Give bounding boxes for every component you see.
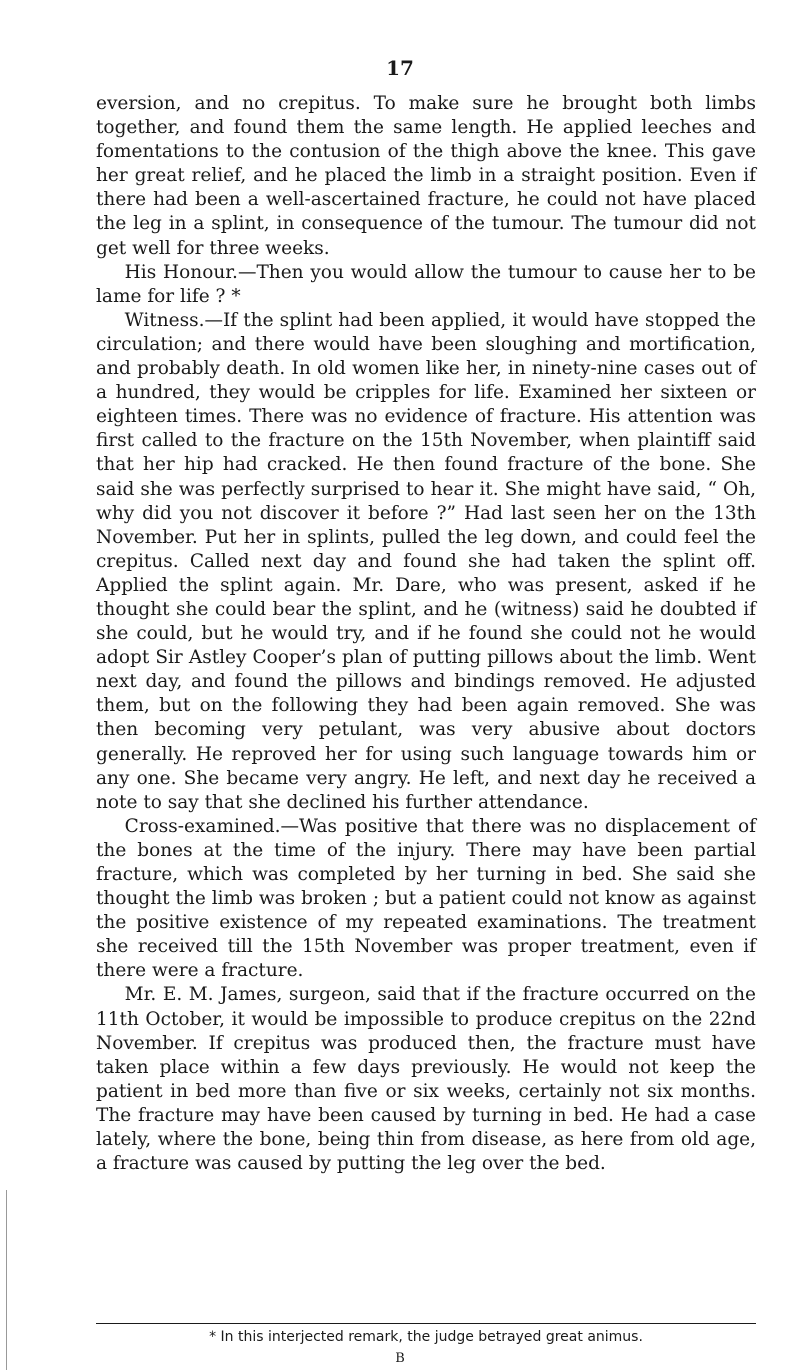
paragraph-witness: Witness.—If the splint had been applied, it would have stopped the circulation; and there would have been sloughing and mortification, and probably death. In old women like her, in ninety-nine cases out of a hundred, they would be cripples for life. Examined her sixteen or eighteen times. There was no evidence of fracture. His attention was first called to the fracture on the 15th November, when plaintiff said that her hip had cracked. He then found fracture of the bone. She said she was perfectly surprised to hear it. She might have said, “ Oh, why did you not discover it before ?” Had last seen her on the 13th November. Put her in splints, pulled the leg down, and could feel the crepitus. Called next day and found she had taken the splint off. Applied the splint again. Mr. Dare, who was present, asked if he thought she could bear the splint, and he (witness) said he doubted if she could, but he would try, and if he found she could not he would adopt Sir Astley Cooper’s plan of putting pillows about the limb. Went next day, and found the pillows and bindings removed. He adjusted them, but on the following they had been again removed. She was then becoming very petulant, was very abusive about doctors generally. He reproved her for using such language towards him or any one. She became very angry. He left, and next day he received a note to say that she declined his further attendance. xyxy=(96,309,756,813)
paragraph-his-honour: His Honour.—Then you would allow the tumour to cause her to be lame for life ? * xyxy=(96,261,756,307)
paragraph-testimony-continued: eversion, and no crepitus. To make sure he brought both limbs together, and found them the same length. He applied leeches and fomentations to the contusion of the thigh above the knee. This gave her great relief, and he placed the limb in a straight position. Even if there had been a well-ascertained fracture, he could not have placed the leg in a splint, in consequence of the tumour. The tumour did not get well for three weeks. xyxy=(96,93,756,259)
scan-edge-line xyxy=(6,1190,7,1370)
paragraph-mr-james: Mr. E. M. James, surgeon, said that if the fracture occurred on the 11th October, it would be impossible to produce crepitus on the 22nd November. If crepitus was produced then, the fracture must have taken place within a few days previously. He would not keep the patient in bed more than five or six weeks, certainly not six months. The fracture may have been caused by turning in bed. He had a case lately, where the bone, being thin from disease, as here from old age, a fracture was caused by putting the leg over the bed. xyxy=(96,984,756,1175)
footnote: * In this interjected remark, the judge betrayed great animus. xyxy=(209,1329,643,1345)
signature-mark: B xyxy=(395,1351,405,1366)
footnote-divider xyxy=(96,1323,756,1324)
page-number: 17 xyxy=(386,56,414,80)
body-text xyxy=(96,92,756,1176)
paragraph-cross-examined: Cross-examined.—Was positive that there was no displacement of the bones at the time of the injury. There may have been partial fracture, which was completed by her turning in bed. She said she thought the limb was broken ; but a patient could not know as against the positive existence of my repeated examinations. The treatment she received till the 15th November was proper treatment, even if there were a fracture. xyxy=(96,815,756,982)
